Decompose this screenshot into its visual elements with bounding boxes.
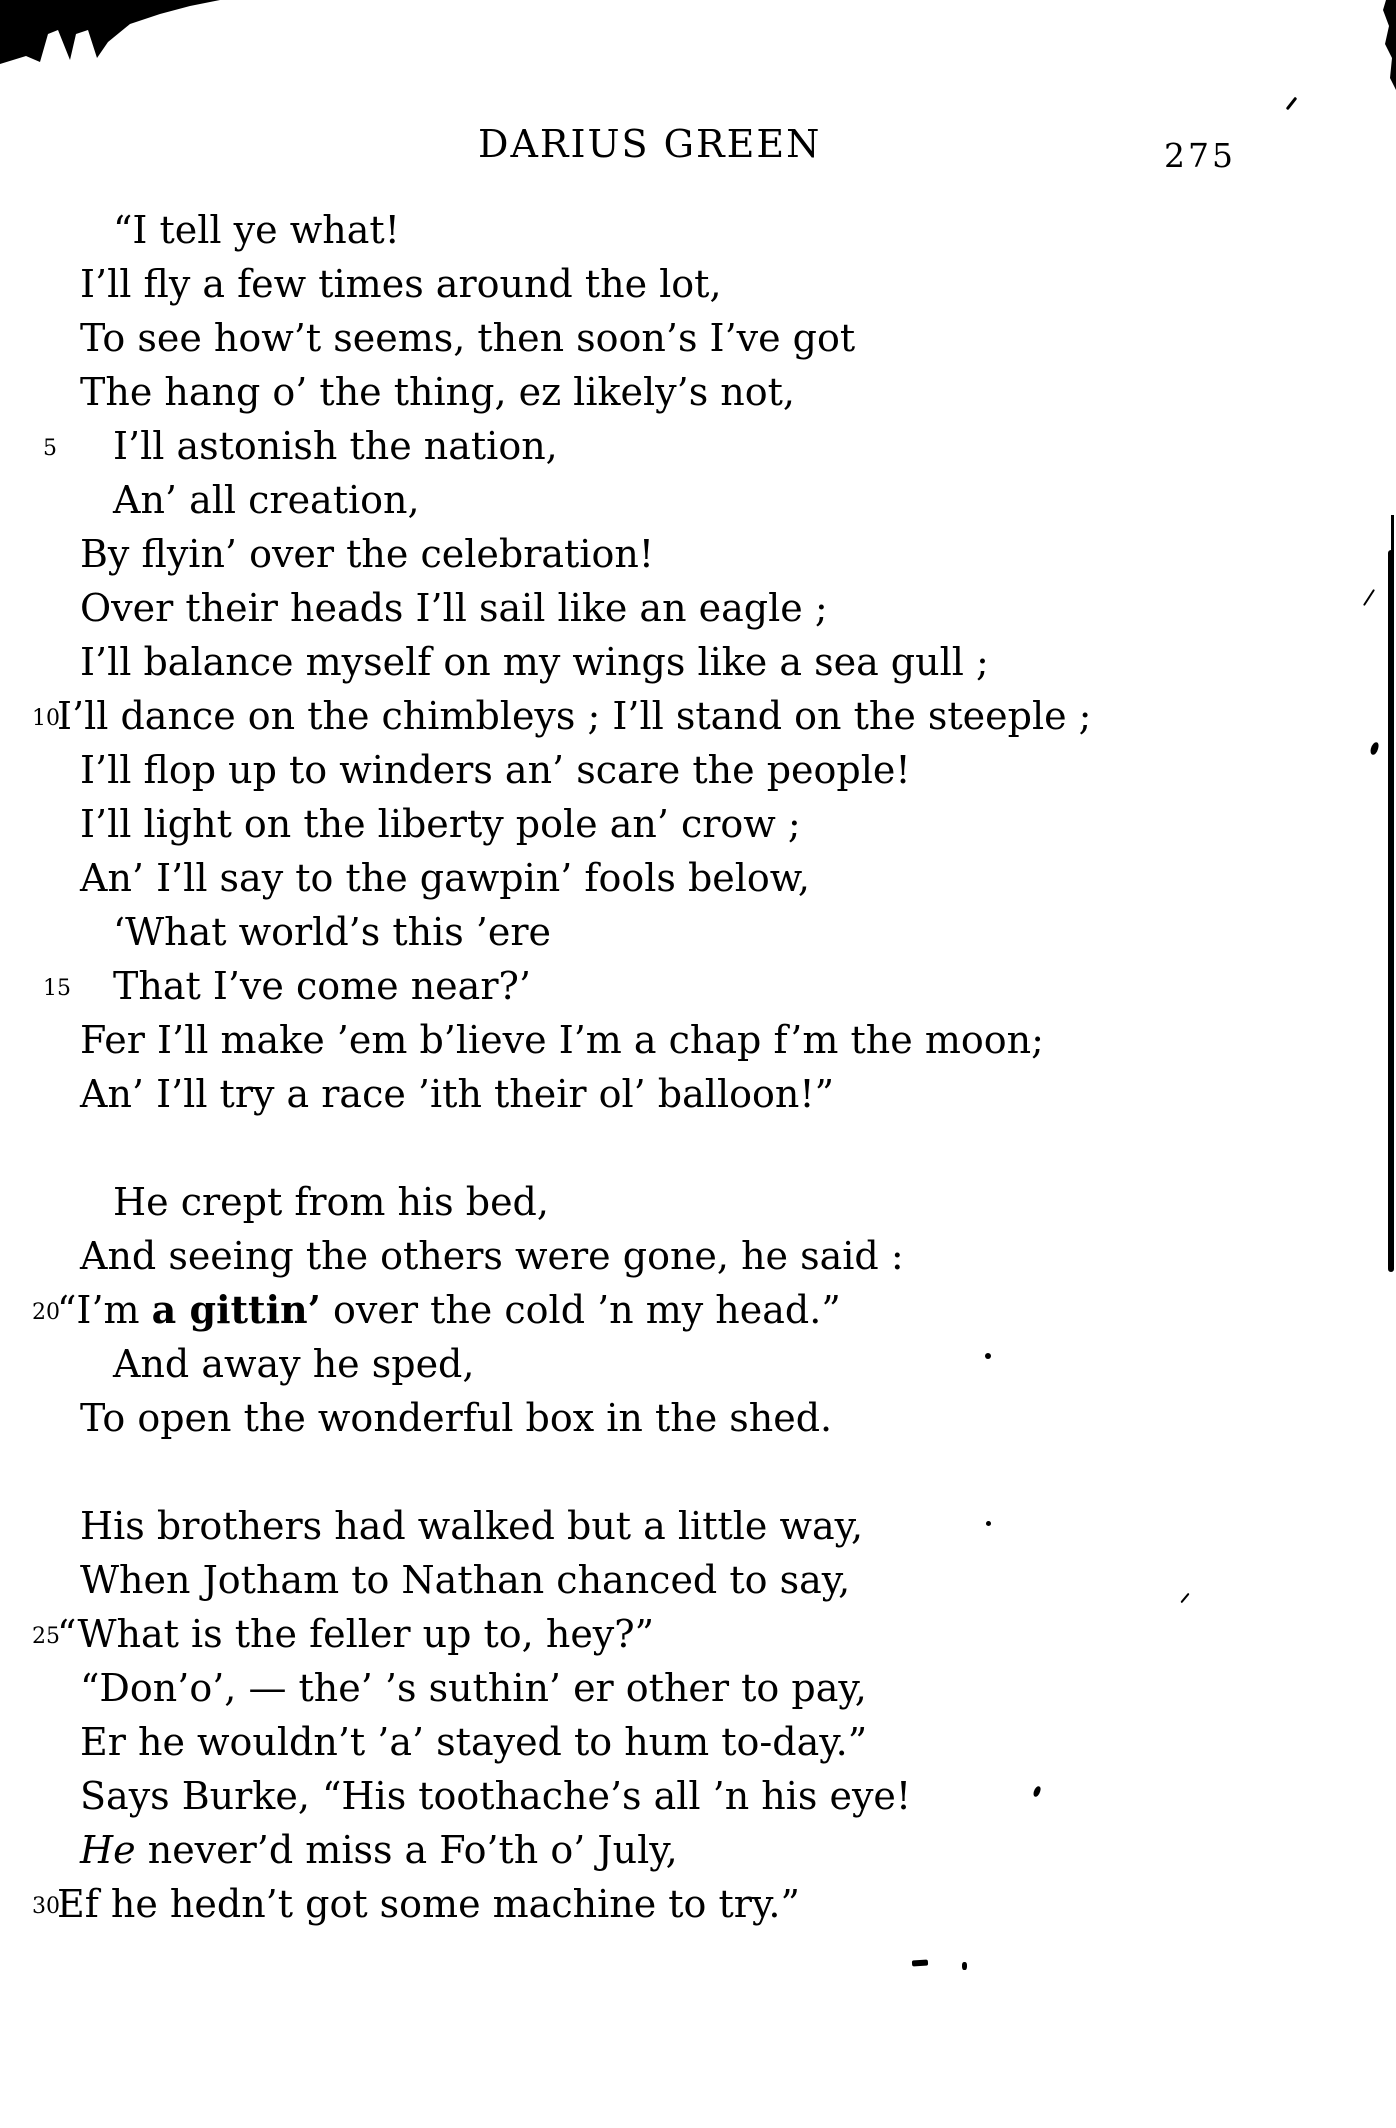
line-text: The hang o’ the thing, ez likely’s not,	[80, 370, 795, 414]
line-text: I’ll light on the liberty pole an’ crow ;	[80, 802, 801, 846]
line-text: Ef he hedn’t got some machine to try.”	[57, 1882, 800, 1926]
line-text: “I’m a gittin’ over the cold ’n my head.”	[57, 1287, 841, 1332]
poem-line	[0, 205, 1396, 259]
poem-line	[0, 583, 1396, 637]
scan-artifact-dot	[962, 1962, 967, 1970]
scan-artifact-smudge	[912, 1959, 928, 1966]
line-text: Fer I’ll make ’em b’lieve I’m a chap f’m the moon;	[80, 1018, 1044, 1062]
poem-line	[0, 637, 1396, 691]
poem-line	[0, 1393, 1396, 1447]
poem-line	[0, 1285, 1396, 1339]
poem-line	[0, 1717, 1396, 1771]
line-text: He crept from his bed,	[113, 1180, 549, 1224]
scan-artifact-dot	[985, 1353, 991, 1359]
poem-line	[0, 1501, 1396, 1555]
line-text: To open the wonderful box in the shed.	[80, 1396, 833, 1440]
line-number: 10	[32, 706, 60, 731]
line-text: And seeing the others were gone, he said :	[80, 1234, 904, 1278]
line-text: I’ll astonish the nation,	[113, 424, 558, 468]
poem-line	[0, 529, 1396, 583]
poem-line	[0, 1663, 1396, 1717]
page-number: 275	[1164, 136, 1236, 175]
line-text: I’ll fly a few times around the lot,	[80, 262, 722, 306]
poem-line	[0, 313, 1396, 367]
scan-artifact-tick	[1286, 97, 1298, 111]
line-text: Over their heads I’ll sail like an eagle ;	[80, 586, 828, 630]
poem-line	[0, 1231, 1396, 1285]
poem-line	[0, 907, 1396, 961]
line-text: ‘What world’s this ’ere	[113, 910, 552, 954]
page-title: DARIUS GREEN	[478, 122, 822, 166]
scan-artifact-speck	[24, 22, 27, 25]
poem-line	[0, 1069, 1396, 1123]
poem-line	[0, 1825, 1396, 1879]
scan-artifact-top-left-corner	[0, 0, 220, 64]
line-text: Says Burke, “His toothache’s all ’n his eye!	[80, 1774, 912, 1818]
line-text: And away he sped,	[113, 1342, 475, 1386]
poem-line	[0, 853, 1396, 907]
line-number: 20	[32, 1300, 60, 1325]
line-text: That I’ve come near?’	[113, 964, 531, 1008]
poem-line	[0, 475, 1396, 529]
scan-artifact-dot	[986, 1521, 991, 1526]
line-text: Er he wouldn’t ’a’ stayed to hum to-day.”	[80, 1720, 868, 1764]
line-number: 25	[32, 1624, 60, 1649]
line-text: He never’d miss a Fo’th o’ July,	[80, 1828, 678, 1872]
poem-line	[0, 1555, 1396, 1609]
line-text: An’ I’ll say to the gawpin’ fools below,	[80, 856, 810, 900]
line-number: 30	[32, 1894, 60, 1919]
line-text: I’ll dance on the chimbleys ; I’ll stand on the steeple ;	[57, 694, 1092, 738]
line-text: An’ I’ll try a race ’ith their ol’ balloon!”	[80, 1072, 835, 1116]
poem-line	[0, 367, 1396, 421]
line-number: 15	[43, 976, 71, 1001]
scan-artifact-right-edge-line	[1388, 550, 1394, 1272]
poem-line	[0, 1177, 1396, 1231]
scan-artifact-speck	[10, 8, 14, 12]
line-text: “What is the feller up to, hey?”	[57, 1612, 655, 1656]
poem-line	[0, 691, 1396, 745]
scan-artifact-speck	[33, 42, 36, 45]
line-text: To see how’t seems, then soon’s I’ve got	[80, 316, 856, 360]
line-text: “I tell ye what!	[113, 208, 400, 252]
poem-line	[0, 1609, 1396, 1663]
scan-artifact-top-right-corner	[1380, 0, 1396, 90]
poem-line	[0, 961, 1396, 1015]
poem-line	[0, 745, 1396, 799]
poem-line	[0, 799, 1396, 853]
line-number: 5	[43, 436, 57, 461]
line-text: His brothers had walked but a little way,	[80, 1504, 864, 1548]
poem-line	[0, 1339, 1396, 1393]
poem-line	[0, 1879, 1396, 1933]
poem-line	[0, 1015, 1396, 1069]
line-text: I’ll balance myself on my wings like a sea gull ;	[80, 640, 989, 684]
scan-artifact-right-edge-line	[1391, 515, 1394, 560]
poem-line	[0, 421, 1396, 475]
line-text: I’ll flop up to winders an’ scare the people!	[80, 748, 911, 792]
line-text: An’ all creation,	[113, 478, 420, 522]
line-text: When Jotham to Nathan chanced to say,	[80, 1558, 851, 1602]
line-text: By flyin’ over the celebration!	[80, 532, 655, 576]
poem-line	[0, 259, 1396, 313]
poem-line	[0, 1771, 1396, 1825]
line-text: “Don’o’, — the’ ’s suthin’ er other to pay,	[80, 1666, 867, 1710]
